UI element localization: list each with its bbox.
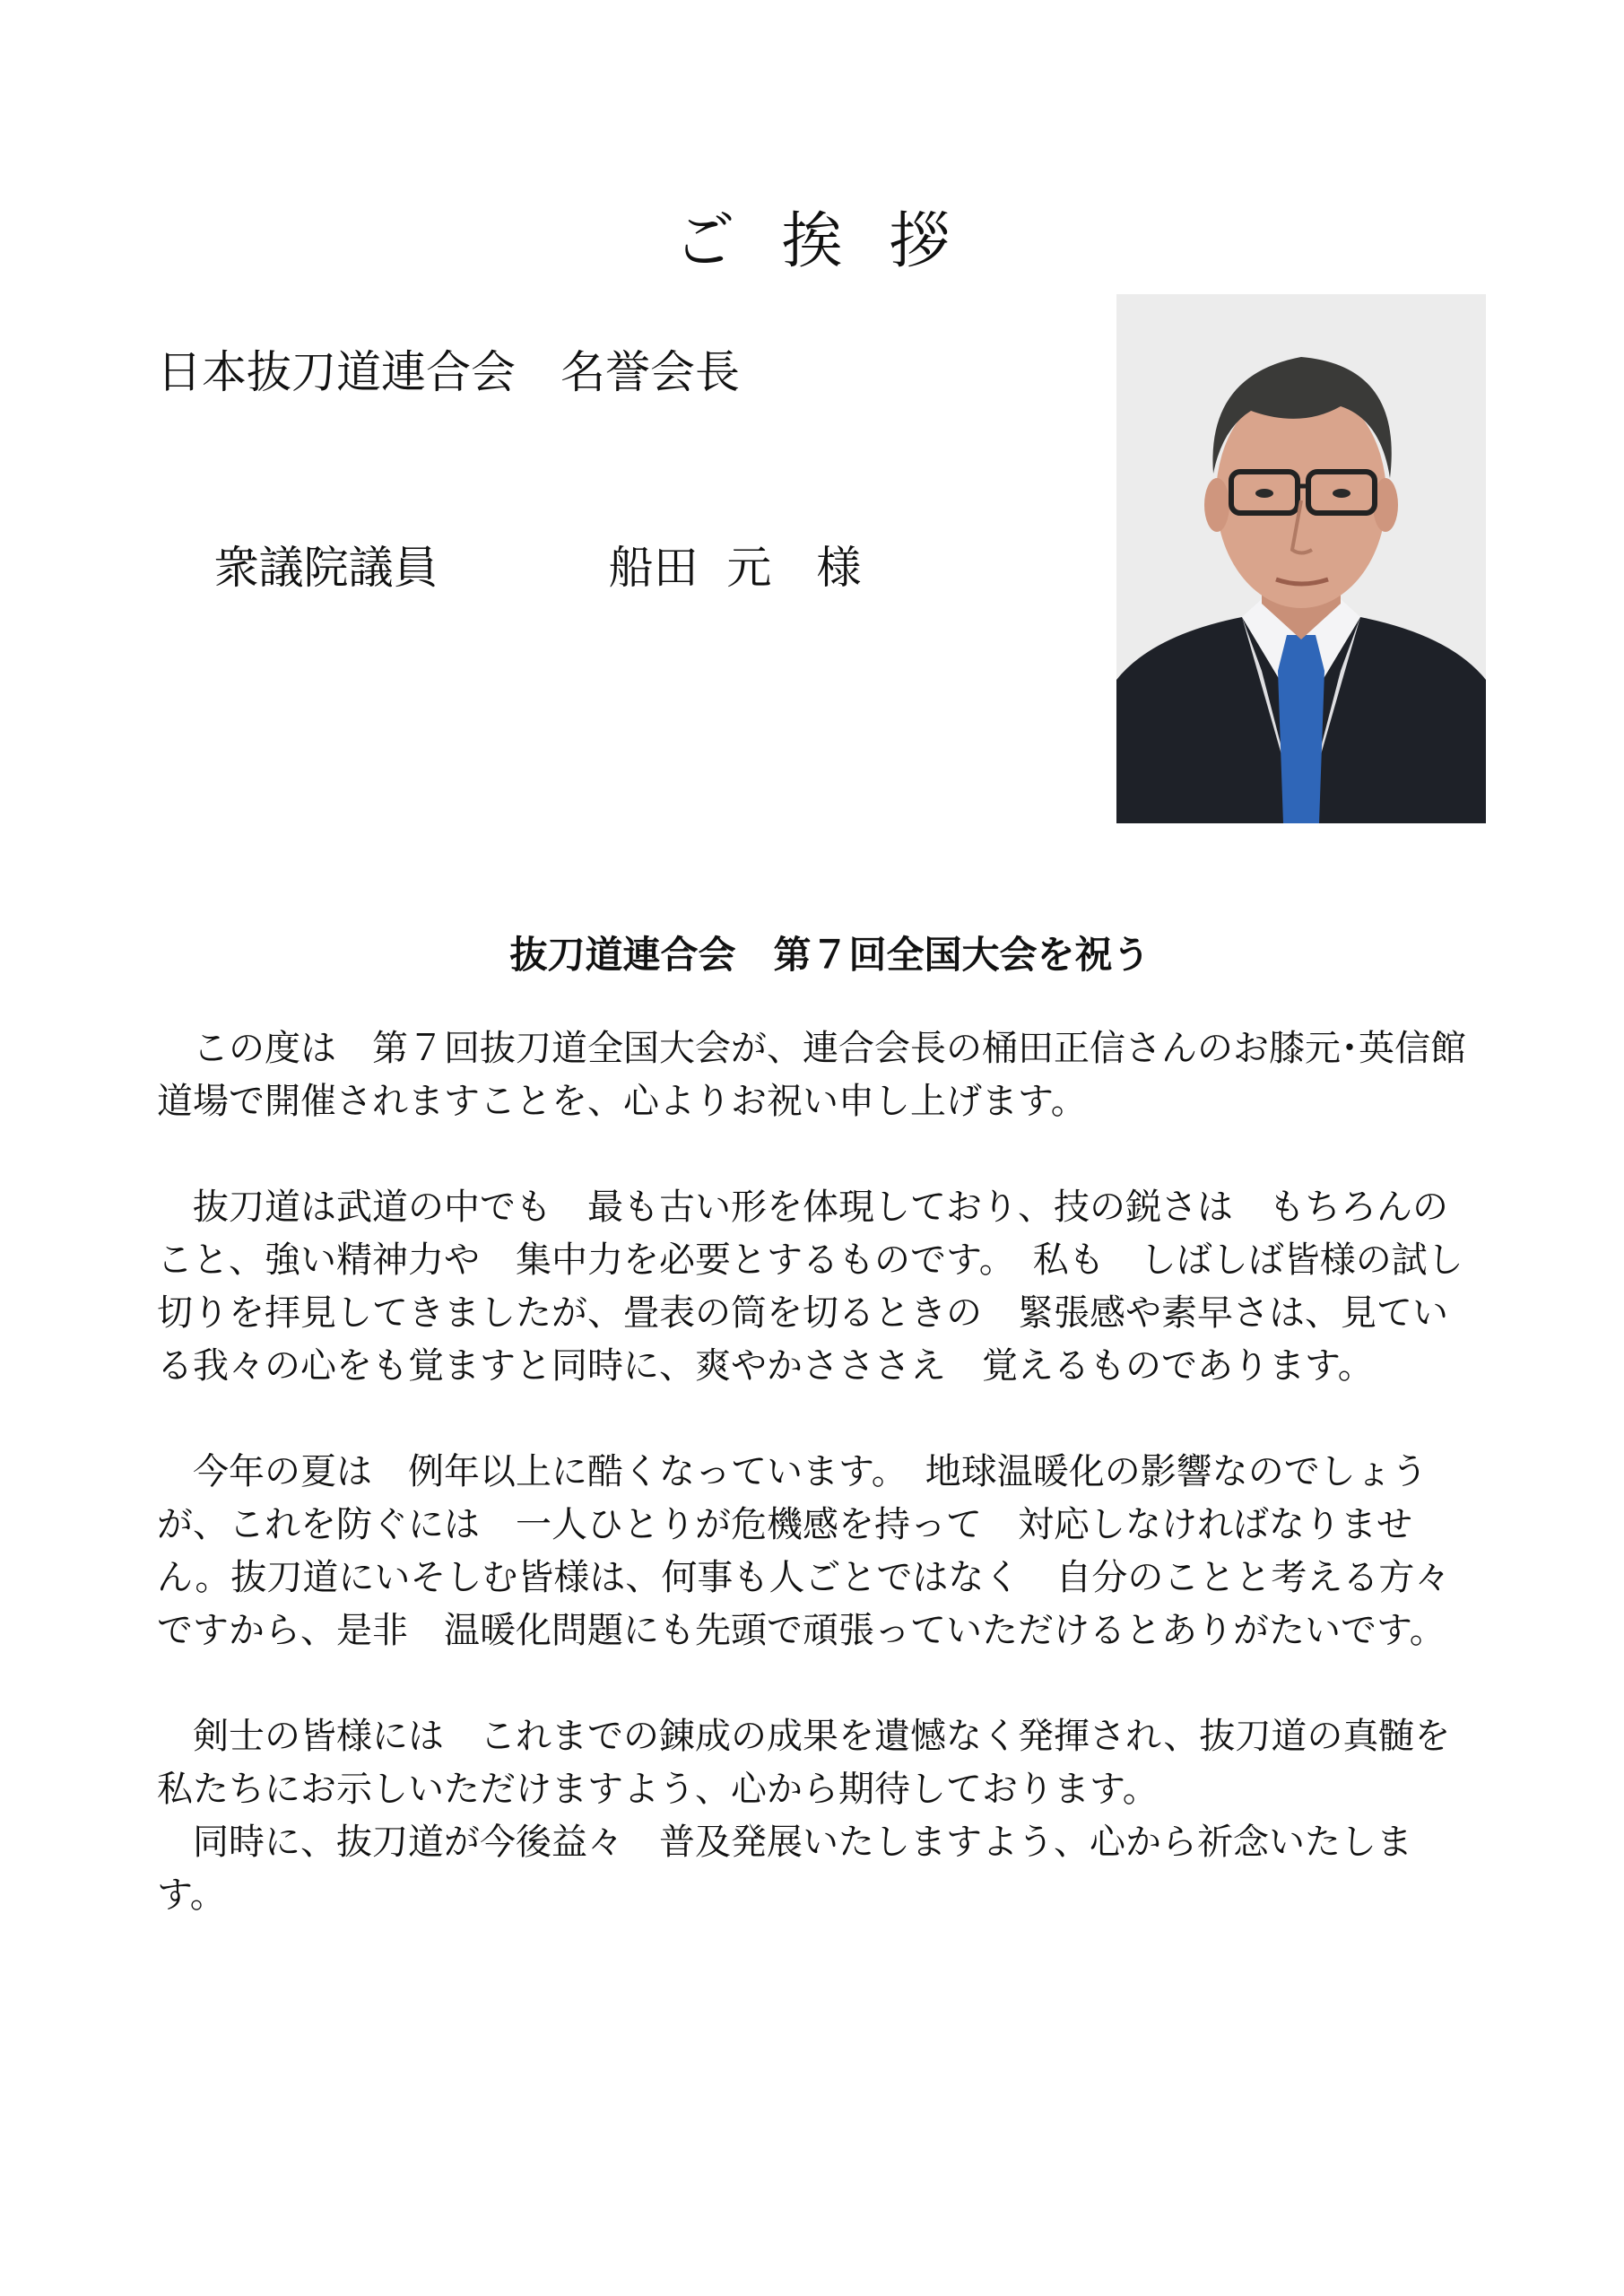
document-title: ご挨拶 [673, 206, 997, 277]
body-paragraph: 今年の夏は 例年以上に酷くなっています。 地球温暖化の影響なのでしょうが、これを防ぐには 一人ひとりが危機感を持って 対応しなければなりません。抜刀道にいそしむ皆様は、何事も人ごとではなく 自分のことと考える方々ですから、是非 温暖化問題にも先頭で頑張っていただけるとありがたいです。 [157, 1451, 1451, 1651]
portrait-photo [1116, 294, 1486, 823]
body-paragraph: 剣士の皆様には これまでの錬成の成果を遺憾なく発揮され、抜刀道の真髄を 私たちにお示しいただけますよう、心から期待しております。 [157, 1716, 1487, 1810]
author-name: 船田 元 様 [608, 542, 862, 594]
document-subtitle: 抜刀道連合会 第７回全国大会を祝う [509, 933, 1151, 977]
honorary-title-line: 日本抜刀道連合会 名誉会長 [157, 346, 740, 398]
body-paragraph: 同時に、抜刀道が今後益々 普及発展いたしますよう、心から祈念いたします。 [157, 1822, 1412, 1916]
author-name-line [157, 480, 861, 648]
author-position: 衆議院議員 [213, 542, 439, 594]
portrait-photo-icon [1116, 294, 1486, 823]
body-paragraph: この度は 第７回抜刀道全国大会が、連合会長の桶田正信さんのお膝元･英信館道場で開催されますことを、心よりお祝い申し上げます。 [157, 1028, 1466, 1122]
document-body [157, 1022, 1487, 1922]
body-paragraph: 抜刀道は武道の中でも 最も古い形を体現しており、技の鋭さは もちろんのこと、強い精神力や 集中力を必要とするものです。 私も しばしば皆様の試し切りを拝見してきましたが、畳表の筒を切るときの 緊張感や素早さは、見ている我々の心をも覚ますと同時に、爽やかさささえ 覚えるものであります。 [157, 1187, 1463, 1387]
